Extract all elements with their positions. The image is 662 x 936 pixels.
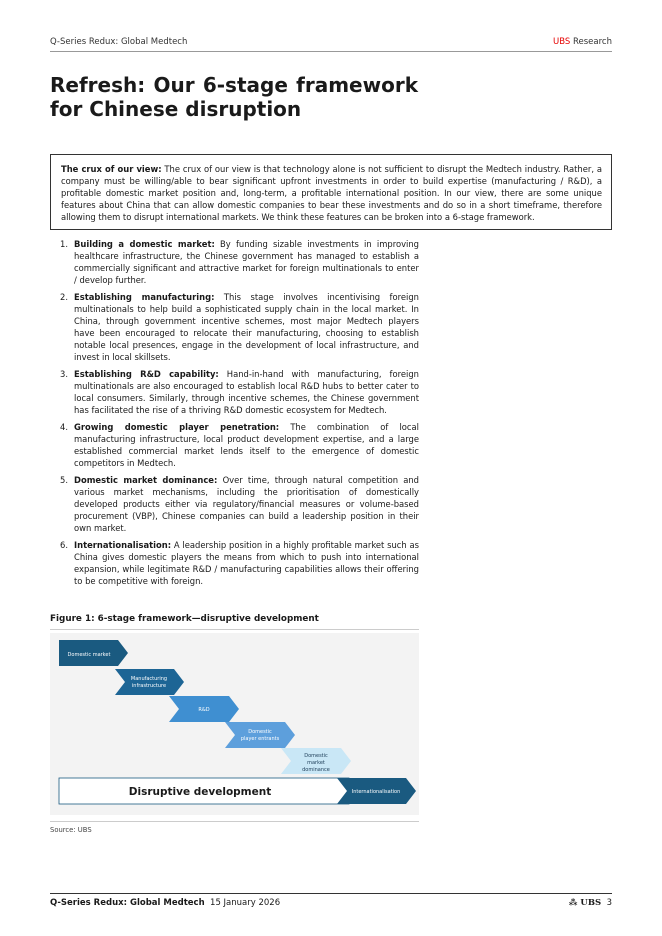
header-report-name: Q-Series Redux: Global Medtech	[50, 37, 188, 47]
crux-box	[50, 154, 612, 230]
stage-title: Domestic market dominance:	[74, 475, 218, 485]
footer-divider	[50, 893, 612, 894]
final-label: Internationalisation	[351, 789, 401, 795]
step-label: market	[307, 760, 325, 766]
stage-number: 6.	[60, 540, 68, 550]
step-label: dominance	[302, 767, 330, 773]
header-ubs: UBS	[552, 37, 571, 47]
framework-diagram	[50, 633, 419, 815]
stage-number: 2.	[60, 292, 68, 302]
crux-lead: The crux of our view:	[61, 164, 162, 174]
step-label: player entrants	[240, 736, 280, 742]
step-label: Manufacturing	[130, 676, 168, 682]
figure-source: Source: UBS	[50, 826, 92, 834]
figure-bottom-rule	[50, 821, 419, 822]
stage-title: Growing domestic player penetration:	[74, 422, 280, 432]
stage-item	[50, 368, 419, 416]
stage-number: 4.	[60, 422, 68, 432]
stage-text: By funding sizable investments in improving healthcare infrastructure, the Chinese government has managed to establish a commercially significant and attractive market for foreign multinationals to enter / develop further.	[74, 239, 419, 285]
stage-text: A leadership position in a highly profitable market such as China gives domestic players the means from which to push into international expansion, while legitimate R&D / manufacturing capabilities allows their offering to be competitive with foreign.	[74, 540, 419, 586]
ubs-logo: ⁂ UBS	[568, 898, 602, 908]
header-research: Research	[573, 37, 612, 47]
footer-date: 15 January 2026	[210, 898, 281, 908]
header-divider	[50, 51, 612, 52]
framework-figure	[50, 633, 419, 815]
stage-number: 3.	[60, 369, 68, 379]
stage-item	[50, 474, 419, 534]
stage-title: Building a domestic market:	[74, 239, 215, 249]
step-label: Domestic market	[67, 652, 111, 658]
stage-text: This stage involves incentivising foreign multinationals to help build a sophisticated supply chain in the local market. In China, through government incentive schemes, most major Medtech players have been encouraged to relocate their manufacturing, choosing to establish notable local presences, engage in the development of local infrastructure, and invest in local skillsets.	[74, 292, 419, 362]
stage-title: Internationalisation:	[74, 540, 172, 550]
stage-item	[50, 421, 419, 469]
stage-text: The combination of local manufacturing infrastructure, local product development expertise, and a large established commercial market lends itself to the emergence of domestic competitors in Medtech.	[74, 422, 419, 468]
step-arrow-manufacturing	[115, 669, 184, 695]
stage-item	[50, 238, 419, 286]
step-label: Domestic	[304, 753, 328, 759]
step-label: Domestic	[248, 729, 272, 735]
step-label: R&D	[198, 707, 210, 713]
page-number: 3	[606, 898, 612, 908]
stage-title: Establishing R&D capability:	[74, 369, 219, 379]
footer-report-name: Q-Series Redux: Global Medtech	[50, 898, 205, 908]
page-header	[50, 37, 612, 47]
stage-text: Hand-in-hand with manufacturing, foreign multinationals are also encouraged to establish local R&D hubs to better cater to local consumers. Similarly, through incentive schemes, the Chinese government has facilitated the rise of a thriving R&D domestic ecosystem for Medtech.	[74, 369, 419, 415]
crux-text: The crux of our view is that technology alone is not sufficient to disrupt the Medtech industry. Rather, a company must be willing/able to bear significant upfront investments in order to build expertise (manufacturing / R&D), a profitable domestic market position and, long-term, a profitable international position. In our view, there are some unique features about China that can allow domestic companies to bear these investments and do so in a short timeframe, therefore allowing them to disrupt international markets. We think these features can be broken into a 6-stage framework.	[61, 164, 602, 223]
stage-item	[50, 291, 419, 363]
stage-item	[50, 539, 419, 587]
page-title: Refresh: Our 6-stage framework for Chinese disruption	[50, 73, 418, 121]
figure-title: Figure 1: 6-stage framework—disruptive development	[50, 614, 319, 624]
stage-list	[50, 238, 419, 592]
page-footer	[50, 898, 612, 908]
stage-title: Establishing manufacturing:	[74, 292, 215, 302]
footer-right	[569, 898, 612, 908]
header-brand	[553, 37, 612, 47]
banner-label: Disruptive development	[128, 786, 272, 798]
stage-number: 1.	[60, 239, 68, 249]
figure-top-rule	[50, 629, 419, 630]
stage-number: 5.	[60, 475, 68, 485]
step-arrow-player-entrants	[225, 722, 295, 748]
stage-text: Over time, through natural competition and various market mechanisms, including the prioritisation of domestically developed products either via regulatory/financial measures or volume-based procurement (VBP), Chinese companies can build a leadership position in their own market.	[74, 475, 419, 533]
step-label: infrastructure	[131, 683, 167, 689]
